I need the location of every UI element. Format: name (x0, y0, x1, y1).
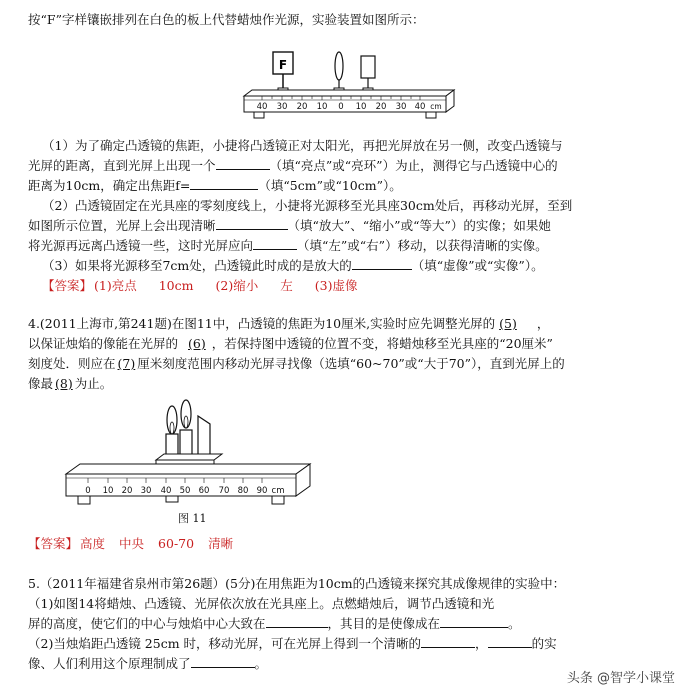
scale-label: 20 (375, 102, 387, 112)
scale-label: 0 (85, 486, 91, 496)
scale-label: 10 (102, 486, 114, 496)
scale-label: 30 (140, 486, 152, 496)
p5-line2: （1)如图14将蜡烛、凸透镜、光屏依次放在光具座上。点燃蜡烛后，调节凸透镜和光 (28, 596, 495, 611)
scale-label: 70 (218, 486, 230, 496)
answer-label: 【答案】 (28, 536, 79, 551)
q1-line1: （1）为了确定凸透镜的焦距，小捷将凸透镜正对太阳光，再把光屏放在另一侧，改变凸透镜与 (42, 138, 563, 153)
blank (266, 627, 328, 628)
scale-label: 20 (121, 486, 133, 496)
q2-line3: 将光源再远离凸透镜一些，这时光屏应向 （填“左”或“右”）移动，以获得清晰的实像。 (28, 238, 548, 253)
scale-label: 90 (256, 486, 268, 496)
scale-label: 10 (316, 102, 328, 112)
watermark: 头条 @智学小课堂 (566, 671, 675, 686)
scale-unit: cm (271, 486, 285, 496)
scale-label: 40 (160, 486, 172, 496)
optical-bench-figure-1 (240, 44, 460, 124)
scale-label: 10 (355, 102, 367, 112)
scale-label: 80 (237, 486, 249, 496)
scale-label: 50 (179, 486, 191, 496)
intro-text: 按“F”字样镶嵌排列在白色的板上代替蜡烛作光源，实验装置如图所示： (28, 12, 425, 27)
scale-label: 40 (414, 102, 426, 112)
q2-line1: （2）凸透镜固定在光具座的零刻度线上，小捷将光源移至光具座30cm处后，再移动光屏，至到 (42, 198, 573, 213)
blank (216, 229, 288, 230)
answer-2: 【答案】 高度 中央 60-70 清晰 (28, 536, 234, 551)
blank (191, 667, 255, 668)
figure-11-caption: 图 11 (178, 512, 207, 525)
q1-line3: 距离为10cm，确定出焦距f= （填“5cm”或“10cm”）。 (28, 178, 402, 193)
blank (190, 189, 258, 190)
blank (216, 169, 270, 170)
p4-line4: 像最 (8) 为止。 (28, 376, 113, 391)
blank (488, 647, 532, 648)
optical-bench-figure-11 (60, 398, 320, 528)
scale-label: 60 (198, 486, 210, 496)
p4-line2: 以保证烛焰的像能在光屏的 (6) ，若保持图中透镜的位置不变，将蜡烛移至光具座的“20厘米” (28, 336, 553, 351)
p4-line1: 4.(2011上海市,第241题)在图11中，凸透镜的焦距为10厘米,实验时应先调整光屏的 (5) ， (28, 316, 550, 331)
q2-line2: 如图所示位置，光屏上会出现清晰 （填“放大”、“缩小”或“等大”）的实像；如果她 (28, 218, 551, 233)
blank (253, 249, 297, 250)
p5-line3: 屏的高度，使它们的中心与烛焰中心大致在 ，其目的是使像成在 。 (28, 616, 521, 631)
p5-line5: 像、人们利用这个原理制成了 。 (28, 656, 268, 671)
scale-unit: cm (430, 102, 442, 111)
p4-line3: 刻度处．则应在 (7) 厘米刻度范围内移动光屏寻找像（选填“60~70”或“大于70”），直到光屏上的 (28, 356, 565, 371)
answer-1: 【答案】 (1)亮点 10cm (2)缩小 左 (3)虚像 (42, 278, 358, 293)
blank (352, 269, 412, 270)
scale-label: 0 (338, 102, 344, 112)
scale-label: 30 (395, 102, 407, 112)
f-letter: F (278, 58, 288, 72)
p5-line4: （2)当烛焰距凸透镜 25cm 时，移动光屏，可在光屏上得到一个清晰的 ， 的实 (28, 636, 557, 651)
p5-line1: 5.（2011年福建省泉州市第26题）(5分)在用焦距为10cm的凸透镜来探究其成像规律的实验中： (28, 576, 566, 591)
scale-label: 30 (276, 102, 288, 112)
blank (440, 627, 508, 628)
blank (421, 647, 475, 648)
scale-label: 40 (256, 102, 268, 112)
q1-line2: 光屏的距离，直到光屏上出现一个 （填“亮点”或“亮环”）为止，测得它与凸透镜中心的 (28, 158, 558, 173)
answer-label: 【答案】 (42, 278, 93, 293)
q3-line1: （3）如果将光源移至7cm处，凸透镜此时成的是放大的 （填“虚像”或“实像”）。 (42, 258, 544, 273)
scale-label: 20 (296, 102, 308, 112)
